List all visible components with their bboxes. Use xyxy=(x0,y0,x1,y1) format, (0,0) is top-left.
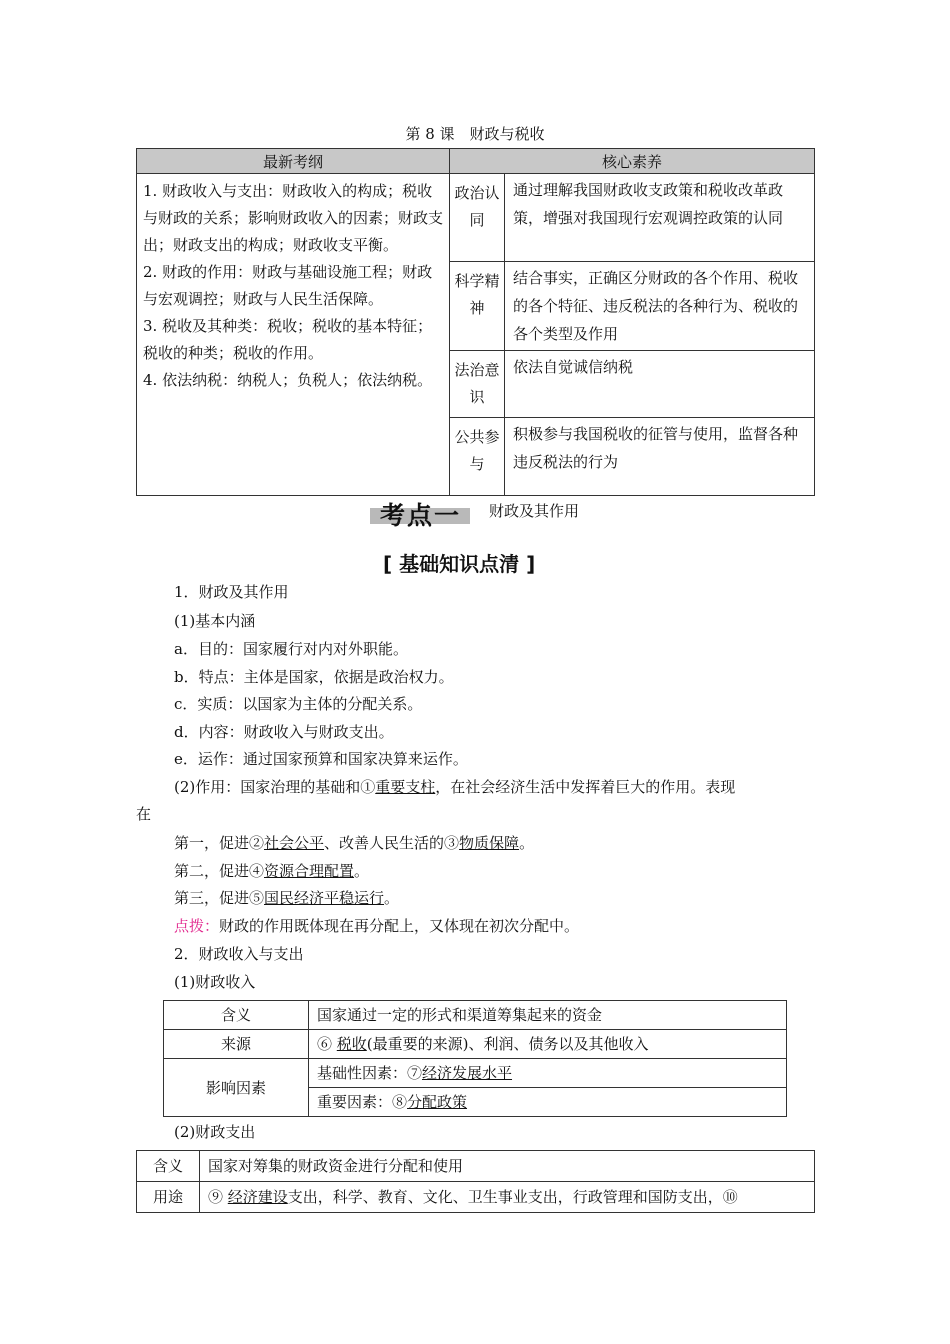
expenditure-text xyxy=(200,1182,815,1213)
kaodian-badge xyxy=(370,496,470,530)
role-post: ，在社会经济生活中发挥着巨大的作用。表现 xyxy=(435,778,736,796)
left-bracket-icon: [ xyxy=(383,552,393,576)
revenue-text xyxy=(309,1088,787,1117)
factor-answer: 经济发展水平 xyxy=(422,1064,513,1082)
second-answer: 资源合理配置 xyxy=(264,862,355,880)
tip-line xyxy=(174,915,579,937)
right-bracket-icon: ] xyxy=(526,552,536,576)
header-outline: 最新考纲 xyxy=(137,149,450,174)
item-b: b．特点：主体是国家，依据是政治权力。 xyxy=(174,668,454,686)
outline-item: 3. 税收及其种类：税收；税收的基本特征；税收的种类；税收的作用。 xyxy=(143,317,433,362)
first-answer-2: 物质保障 xyxy=(459,834,520,852)
expenditure-answer: 经济建设 xyxy=(227,1188,288,1206)
revenue-text xyxy=(309,1030,787,1059)
second-post: 。 xyxy=(354,862,370,880)
syllabus-table xyxy=(136,148,815,496)
header-literacy: 核心素养 xyxy=(450,149,815,174)
tip-text: 财政的作用既体现在再分配上，又体现在初次分配中。 xyxy=(219,917,580,935)
third-pre: 第三，促进⑤ xyxy=(174,889,265,907)
item-c: c．实质：以国家为主体的分配关系。 xyxy=(174,695,423,713)
revenue-rest: (最重要的来源)、利润、债务以及其他收入 xyxy=(366,1035,649,1053)
heading-2-1: (1)财政收入 xyxy=(174,973,256,991)
heading-2: 2．财政收入与支出 xyxy=(174,945,304,963)
first-answer-1: 社会公平 xyxy=(264,834,325,852)
literacy-text: 通过理解我国财政收支政策和税收改革政策，增强对我国现行宏观调控政策的认同 xyxy=(505,174,815,262)
revenue-text: 国家通过一定的形式和渠道筹集起来的资金 xyxy=(309,1001,787,1030)
role-pre: (2)作用：国家治理的基础和① xyxy=(174,778,376,796)
lesson-title: 第 8 课 财政与税收 xyxy=(405,125,545,143)
kaodian-label: 考点一 xyxy=(380,501,462,530)
item-d: d．内容：财政收入与财政支出。 xyxy=(174,723,394,741)
revenue-label: 含义 xyxy=(164,1001,309,1030)
heading-2-2: (2)财政支出 xyxy=(174,1123,256,1141)
third-line xyxy=(174,887,399,909)
revenue-text xyxy=(309,1059,787,1088)
outline-item: 2. 财政的作用：财政与基础设施工程；财政与宏观调控；财政与人民生活保障。 xyxy=(143,263,433,308)
role-line xyxy=(174,776,735,798)
expenditure-rest: 支出，科学、教育、文化、卫生事业支出，行政管理和国防支出，⑩ xyxy=(287,1188,738,1206)
literacy-label: 法治意识 xyxy=(450,351,505,418)
heading-1-1: (1)基本内涵 xyxy=(174,612,256,630)
revenue-label: 来源 xyxy=(164,1030,309,1059)
first-mid: 、改善人民生活的③ xyxy=(324,834,460,852)
literacy-text: 积极参与我国税收的征管与使用，监督各种违反税法的行为 xyxy=(505,418,815,496)
revenue-answer: 税收 xyxy=(336,1035,367,1053)
expenditure-label: 含义 xyxy=(137,1151,200,1182)
outline-item: 1. 财政收入与支出：财政收入的构成；税收与财政的关系；影响财政收入的因素；财政支出；财政支出的构成；财政收支平衡。 xyxy=(143,182,444,254)
second-line xyxy=(174,860,369,882)
expenditure-text: 国家对筹集的财政资金进行分配和使用 xyxy=(200,1151,815,1182)
factor-pre: 重要因素：⑧ xyxy=(317,1093,408,1111)
section-header xyxy=(383,548,535,577)
literacy-label: 政治认同 xyxy=(450,174,505,262)
first-line xyxy=(174,832,534,854)
literacy-label: 公共参与 xyxy=(450,418,505,496)
expenditure-label: 用途 xyxy=(137,1182,200,1213)
first-post: 。 xyxy=(519,834,535,852)
third-answer: 国民经济平稳运行 xyxy=(264,889,385,907)
factor-answer: 分配政策 xyxy=(407,1093,468,1111)
literacy-label: 科学精神 xyxy=(450,262,505,351)
second-pre: 第二，促进④ xyxy=(174,862,265,880)
literacy-text: 依法自觉诚信纳税 xyxy=(505,351,815,418)
first-pre: 第一，促进② xyxy=(174,834,265,852)
outline-cell xyxy=(137,174,450,496)
revenue-table xyxy=(163,1000,787,1117)
tip-label: 点拨： xyxy=(174,917,220,935)
role-answer: 重要支柱 xyxy=(375,778,436,796)
literacy-text: 结合事实，正确区分财政的各个作用、税收的各个特征、违反税法的各种行为、税收的各个类型及作用 xyxy=(505,262,815,351)
item-e: e．运作：通过国家预算和国家决算来运作。 xyxy=(174,750,468,768)
role-continuation: 在 xyxy=(136,805,152,823)
third-post: 。 xyxy=(384,889,400,907)
factor-pre: 基础性因素：⑦ xyxy=(317,1064,423,1082)
expenditure-num: ⑨ xyxy=(208,1188,228,1206)
kaodian-subtitle: 财政及其作用 xyxy=(489,502,580,520)
revenue-label: 影响因素 xyxy=(164,1059,309,1117)
item-a: a．目的：国家履行对内对外职能。 xyxy=(174,640,408,658)
revenue-num: ⑥ xyxy=(317,1035,337,1053)
outline-item: 4. 依法纳税：纳税人；负税人；依法纳税。 xyxy=(143,371,433,389)
expenditure-table xyxy=(136,1150,815,1213)
section-header-text: 基础知识点清 xyxy=(399,552,520,576)
heading-1: 1．财政及其作用 xyxy=(174,583,289,601)
